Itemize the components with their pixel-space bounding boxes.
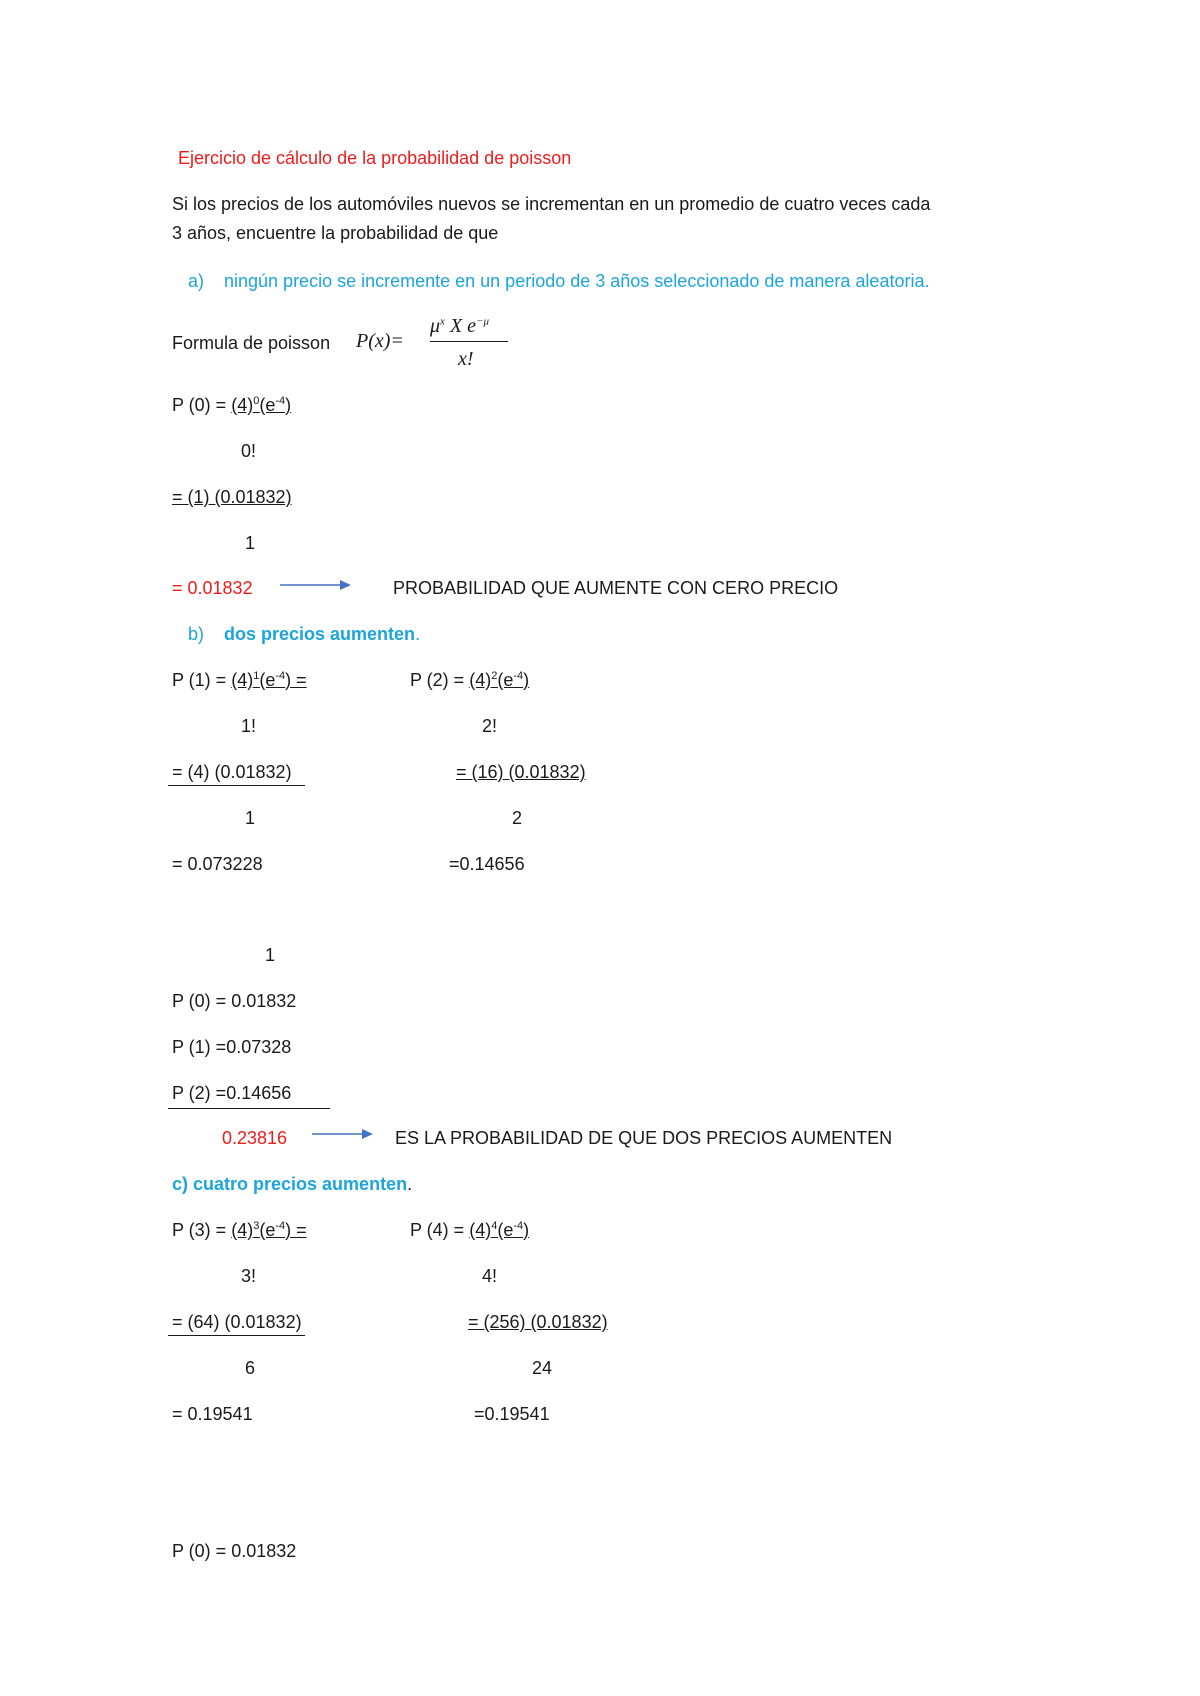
formula-lhs: P(x)= [356, 330, 404, 352]
p3-numerator [231, 1220, 306, 1240]
p1-fraction-bar [168, 785, 305, 786]
p1-lhs: P (1) = [172, 670, 232, 690]
p3-fraction-bar [168, 1335, 305, 1336]
p3-denominator: 3! [241, 1266, 257, 1286]
p0-step: = (1) (0.01832) [172, 487, 292, 507]
part-b-heading [224, 623, 420, 645]
sum-note: ES LA PROBABILIDAD DE QUE DOS PRECIOS AUMENTEN [395, 1128, 893, 1148]
p3-step-denominator: 6 [245, 1358, 256, 1378]
p4-lhs: P (4) = [410, 1220, 470, 1240]
p0-e: (e [259, 395, 276, 415]
p1-close: ) = [285, 670, 307, 690]
p4-numerator [469, 1220, 529, 1240]
p4-result: =0.19541 [474, 1404, 550, 1424]
arrow-right-icon [280, 578, 352, 592]
p0-step-denominator: 1 [245, 533, 256, 553]
p2-close: ) [523, 670, 530, 690]
part-a-text: ningún precio se incremente en un periodo de 3 años seleccionado de manera aleatoria. [224, 271, 930, 291]
p3-close: ) = [285, 1220, 307, 1240]
arrow-right-icon [312, 1127, 374, 1141]
p4-step-denominator: 24 [532, 1358, 553, 1378]
p1-result: = 0.073228 [172, 854, 263, 874]
sum-line-p0: P (0) = 0.01832 [172, 991, 297, 1011]
part-b-marker: b) [188, 624, 205, 644]
sum-underline [168, 1108, 330, 1109]
p1-denominator: 1! [241, 716, 257, 736]
p4-e-exp: -4 [513, 1220, 524, 1232]
p2-e-exp: -4 [513, 670, 524, 682]
part-c-heading [172, 1173, 412, 1195]
p2-e: (e [497, 670, 514, 690]
p1-exp: 1 [253, 670, 260, 682]
formula-e-exp: −μ [476, 315, 489, 328]
p4-exp: 4 [491, 1220, 498, 1232]
p2-expression [410, 669, 529, 691]
part-a-marker: a) [188, 271, 205, 291]
p2-result: =0.14656 [449, 854, 525, 874]
part-c-period: . [407, 1174, 413, 1194]
p2-step: = (16) (0.01832) [456, 762, 586, 782]
p3-expression [172, 1219, 307, 1241]
p4-denominator: 4! [482, 1266, 498, 1286]
p4-base: (4) [469, 1220, 492, 1240]
intro-line-2: 3 años, encuentre la probabilidad de que [172, 223, 499, 243]
p3-exp: 3 [253, 1220, 260, 1232]
p0-close: ) [285, 395, 292, 415]
p0-e-exp: -4 [275, 395, 286, 407]
formula-num-mid: X e [444, 315, 477, 337]
p3-base: (4) [231, 1220, 254, 1240]
p4-e: (e [497, 1220, 514, 1240]
p4-expression [410, 1219, 529, 1241]
p0-exp: 0 [253, 395, 260, 407]
part-b-period: . [415, 624, 421, 644]
p1-e-exp: -4 [275, 670, 286, 682]
last-line: P (0) = 0.01832 [172, 1541, 297, 1561]
part-b-text: dos precios aumenten [224, 624, 416, 644]
formula-numerator [430, 315, 489, 338]
p3-lhs: P (3) = [172, 1220, 232, 1240]
p1-step: = (4) (0.01832) [172, 762, 292, 782]
formula-mu-exp: x [440, 315, 445, 328]
p3-step: = (64) (0.01832) [172, 1312, 302, 1332]
p3-e-exp: -4 [275, 1220, 286, 1232]
p1-numerator [231, 670, 306, 690]
page-title: Ejercicio de cálculo de la probabilidad de poisson [178, 148, 572, 168]
p4-close: ) [523, 1220, 530, 1240]
p1-e: (e [259, 670, 276, 690]
p2-denominator: 2! [482, 716, 498, 736]
p0-denominator: 0! [241, 441, 257, 461]
p2-numerator [469, 670, 529, 690]
sum-line-p1: P (1) =0.07328 [172, 1037, 292, 1057]
p1-base: (4) [231, 670, 254, 690]
p0-result-note: PROBABILIDAD QUE AUMENTE CON CERO PRECIO [393, 578, 839, 598]
intro-line-1: Si los precios de los automóviles nuevos se incrementan en un promedio de cuatro veces cada [172, 194, 931, 214]
p0-expression [172, 394, 291, 416]
p4-step: = (256) (0.01832) [468, 1312, 608, 1332]
formula-denominator: x! [458, 348, 474, 370]
p0-base: (4) [231, 395, 254, 415]
sum-total: 0.23816 [222, 1128, 288, 1148]
formula-fraction-bar [430, 341, 508, 342]
p3-result: = 0.19541 [172, 1404, 253, 1424]
p0-result: = 0.01832 [172, 578, 253, 598]
p3-e: (e [259, 1220, 276, 1240]
p0-numerator [231, 395, 291, 415]
p1-step-denominator: 1 [245, 808, 256, 828]
p0-lhs: P (0) = [172, 395, 232, 415]
p2-exp: 2 [491, 670, 498, 682]
p2-step-denominator: 2 [512, 808, 523, 828]
sum-top: 1 [265, 945, 276, 965]
p2-lhs: P (2) = [410, 670, 470, 690]
formula-label: Formula de poisson [172, 333, 331, 353]
part-c-text: c) cuatro precios aumenten [172, 1174, 408, 1194]
p2-base: (4) [469, 670, 492, 690]
formula-mu: μ [430, 315, 441, 337]
p1-expression [172, 669, 307, 691]
sum-line-p2: P (2) =0.14656 [172, 1083, 292, 1103]
